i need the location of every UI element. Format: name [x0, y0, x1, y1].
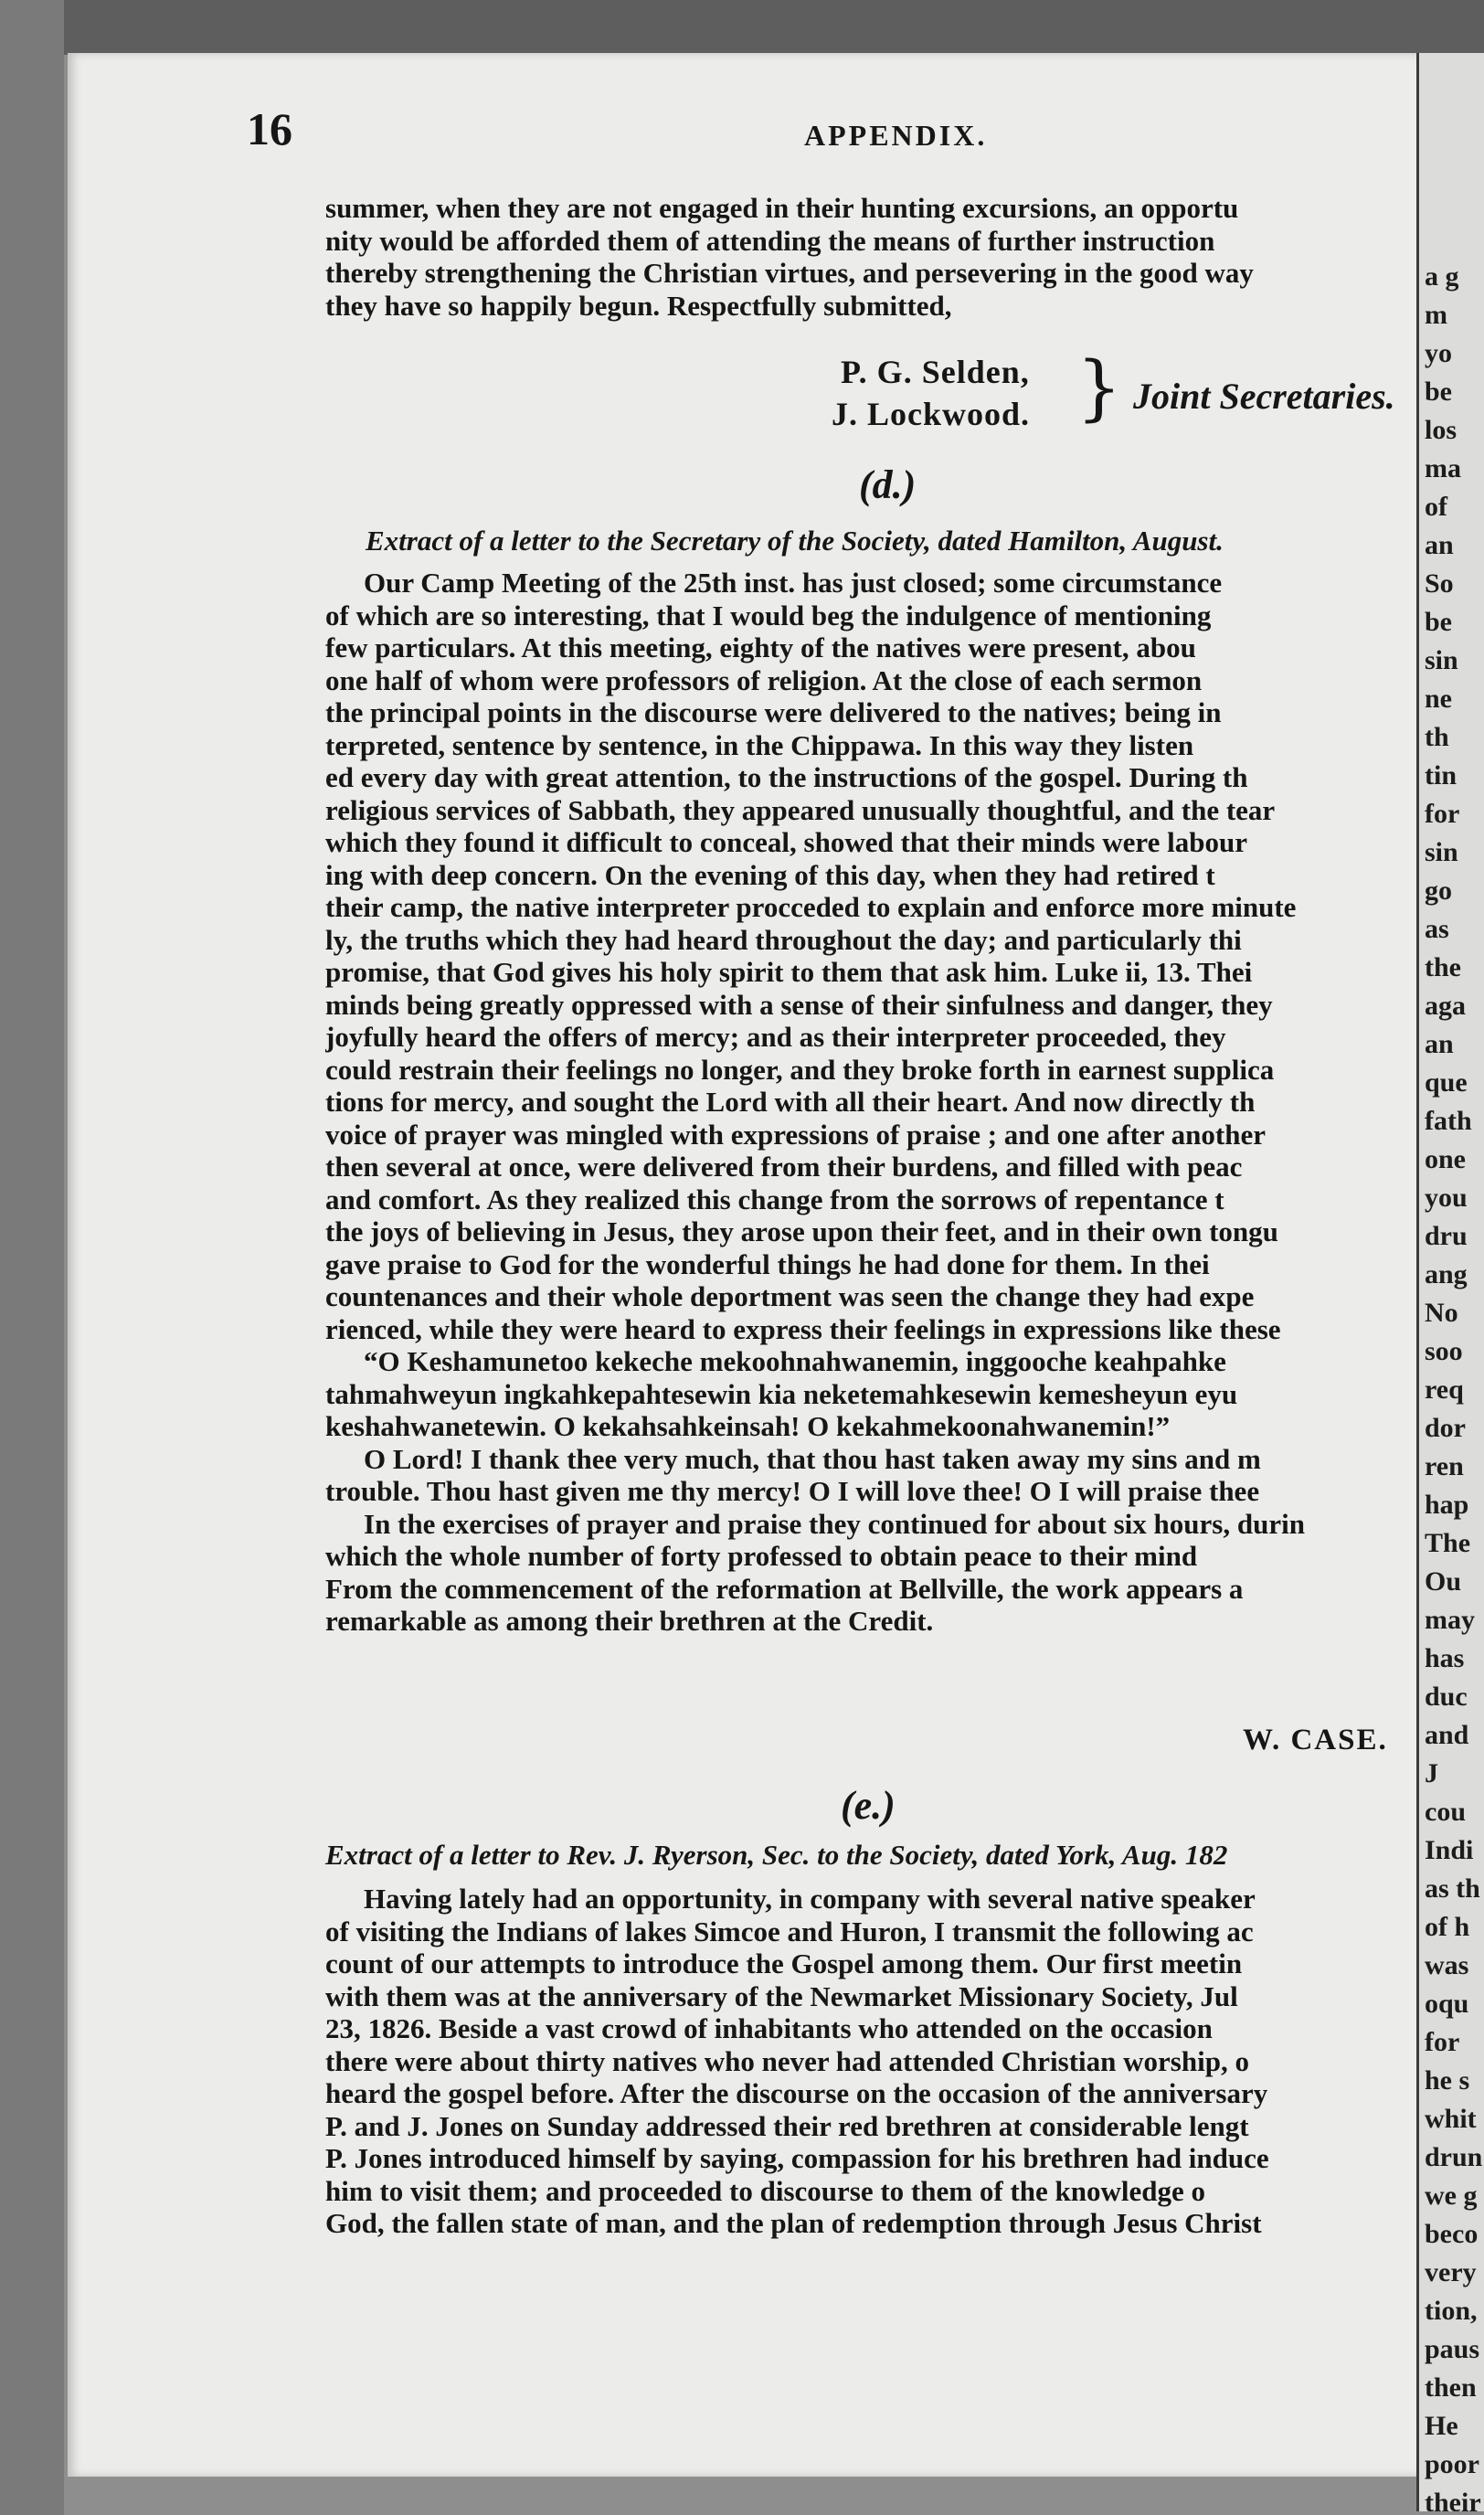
adjacent-page-fragment: very	[1425, 2257, 1477, 2287]
signature-role: Joint Secretaries.	[1133, 376, 1395, 417]
adjacent-page-fragment: was	[1425, 1950, 1469, 1980]
scan-background-top	[0, 0, 1484, 55]
adjacent-page-fragment: cou	[1425, 1797, 1466, 1827]
signature-lockwood: J. Lockwood.	[832, 396, 1031, 432]
text-line: thereby strengthening the Christian virtues, and persevering in the good way	[325, 257, 1254, 289]
adjacent-page-fragment: He	[1425, 2411, 1458, 2441]
scan-background-left	[0, 0, 64, 2515]
adjacent-page-fragment: an	[1425, 1029, 1454, 1059]
adjacent-page-fragment: que	[1425, 1067, 1468, 1098]
adjacent-page-fragment: tin	[1425, 760, 1458, 791]
adjacent-page-fragment: paus	[1425, 2334, 1480, 2364]
adjacent-page-fragment: sin	[1425, 645, 1458, 675]
adjacent-page-fragment: tion,	[1425, 2296, 1478, 2326]
text-line: count of our attempts to introduce the Gospel among them. Our first meetin	[325, 1947, 1243, 1979]
adjacent-page-fragment: you	[1425, 1183, 1468, 1213]
text-line: Our Camp Meeting of the 25th inst. has just closed; some circumstance	[364, 567, 1223, 599]
adjacent-page-fragment: The	[1425, 1528, 1471, 1558]
adjacent-page-fragment: So	[1425, 568, 1454, 599]
quote-line: “O Keshamunetoo kekeche mekoohnahwanemin, inggooche keahpahke	[364, 1345, 1226, 1377]
adjacent-page-fragment: as	[1425, 914, 1449, 944]
adjacent-page-fragment: ren	[1425, 1451, 1464, 1481]
adjacent-page-fragment: the	[1425, 952, 1461, 982]
text-line: 23, 1826. Beside a vast crowd of inhabitants who attended on the occasion	[325, 2012, 1213, 2044]
text-line: which the whole number of forty professed to obtain peace to their mind	[325, 1540, 1198, 1572]
adjacent-page-fragment: poor	[1425, 2449, 1479, 2479]
adjacent-page-fragment: go	[1425, 875, 1452, 906]
text-line: heard the gospel before. After the discourse on the occasion of the anniversary	[325, 2077, 1268, 2109]
adjacent-page-fragment: for	[1425, 2027, 1460, 2057]
adjacent-page-fragment: ne	[1425, 684, 1452, 714]
intro-paragraph	[325, 192, 1413, 322]
signoff-case: W. CASE.	[1243, 1724, 1388, 1756]
text-line: their camp, the native interpreter procceded to explain and enforce more minute	[325, 891, 1297, 923]
adjacent-page-fragment: duc	[1425, 1682, 1468, 1712]
adjacent-page-fragment: los	[1425, 415, 1458, 445]
section-d-body	[325, 567, 1413, 1638]
adjacent-page-fragment: be	[1425, 377, 1452, 407]
adjacent-page-fragment: ma	[1425, 453, 1461, 483]
text-line: then several at once, were delivered from their burdens, and filled with peac	[325, 1151, 1243, 1183]
text-line: the joys of believing in Jesus, they arose upon their feet, and in their own tongu	[325, 1215, 1278, 1247]
extract-title-d: Extract of a letter to the Secretary of the Society, dated Hamilton, August.	[366, 525, 1224, 557]
adjacent-page-fragment: dru	[1425, 1221, 1468, 1251]
text-line: few particulars. At this meeting, eighty of the natives were present, abou	[325, 631, 1196, 663]
text-line: him to visit them; and proceeded to discourse to them of the knowledge o	[325, 2174, 1205, 2207]
running-head: APPENDIX.	[804, 119, 988, 152]
adjacent-page-fragment: drun	[1425, 2142, 1483, 2172]
text-line: nity would be afforded them of attending the means of further instruction	[325, 224, 1215, 257]
adjacent-page-fragment: their	[1425, 2488, 1481, 2511]
adjacent-page-fragment: a g	[1425, 261, 1459, 292]
text-line: of visiting the Indians of lakes Simcoe and Huron, I transmit the following ac	[325, 1915, 1254, 1947]
adjacent-page-fragment: hap	[1425, 1490, 1469, 1520]
adjacent-page-fragment: for	[1425, 799, 1460, 829]
page-number: 16	[247, 103, 292, 154]
adjacent-page-fragment: Ou	[1425, 1566, 1462, 1597]
section-mark-d: (d.)	[859, 462, 917, 507]
text-line: From the commencement of the reformation at Bellville, the work appears a	[325, 1572, 1244, 1605]
adjacent-page-fragment: ang	[1425, 1259, 1468, 1289]
text-line: P. and J. Jones on Sunday addressed their red brethren at considerable lengt	[325, 2109, 1249, 2142]
adjacent-page-fragment: soo	[1425, 1336, 1463, 1366]
text-line: and comfort. As they realized this change from the sorrows of repentance t	[325, 1183, 1224, 1215]
text-line: God, the fallen state of man, and the plan of redemption through Jesus Christ	[325, 2207, 1262, 2239]
section-e-body	[325, 1883, 1413, 2240]
adjacent-page-edge	[1416, 53, 1484, 2511]
adjacent-page-fragment: th	[1425, 722, 1449, 752]
quote-line: keshahwanetewin. O kekahsahkeinsah! O kekahmekoonahwanemin!”	[325, 1410, 1171, 1442]
text-line: the principal points in the discourse were delivered to the natives; being in	[325, 696, 1222, 728]
adjacent-page-fragment: and	[1425, 1720, 1469, 1750]
text-line: summer, when they are not engaged in their hunting excursions, an opportu	[325, 192, 1239, 224]
text-line: rienced, while they were heard to express their feelings in expressions like these	[325, 1312, 1281, 1345]
text-line: countenances and their whole deportment was seen the change they had expe	[325, 1280, 1255, 1312]
adjacent-page-fragment: has	[1425, 1643, 1465, 1673]
text-line: religious services of Sabbath, they appeared unusually thoughtful, and the tear	[325, 793, 1276, 826]
page-header	[247, 102, 1407, 157]
text-line: remarkable as among their brethren at the Credit.	[325, 1605, 934, 1637]
text-line: ed every day with great attention, to the instructions of the gospel. During th	[325, 761, 1248, 793]
adjacent-page-fragment: fath	[1425, 1106, 1472, 1136]
adjacent-page-fragment: Indi	[1425, 1835, 1474, 1865]
text-line: voice of prayer was mingled with expressions of praise ; and one after another	[325, 1118, 1266, 1151]
signature-selden: P. G. Selden,	[841, 354, 1030, 390]
adjacent-page-fragment: oqu	[1425, 1989, 1469, 2019]
translation-line: O Lord! I thank thee very much, that thou hast taken away my sins and m	[364, 1442, 1261, 1475]
brace-glyph: }	[1076, 347, 1122, 430]
adjacent-page-fragment: we g	[1425, 2181, 1478, 2211]
translation-line: trouble. Thou hast given me thy mercy! O I will love thee! O I will praise thee	[325, 1475, 1260, 1507]
section-mark-e: (e.)	[841, 1783, 896, 1828]
text-line: minds being greatly oppressed with a sense of their sinfulness and danger, they	[325, 988, 1273, 1021]
text-line: could restrain their feelings no longer, and they broke forth in earnest supplica	[325, 1053, 1275, 1086]
adjacent-page-fragment: then	[1425, 2372, 1477, 2403]
text-line: promise, that God gives his holy spirit to them that ask him. Luke ii, 13. Thei	[325, 956, 1253, 988]
text-line: they have so happily begun. Respectfully submitted,	[325, 289, 952, 322]
adjacent-page-fragment: an	[1425, 530, 1454, 560]
adjacent-page-fragment: m	[1425, 300, 1447, 330]
adjacent-page-fragment: of	[1425, 492, 1447, 522]
adjacent-page-fragment: aga	[1425, 991, 1466, 1021]
text-line: joyfully heard the offers of mercy; and as their interpreter proceeded, they	[325, 1021, 1226, 1053]
adjacent-page-fragment: may	[1425, 1605, 1475, 1635]
text-line: P. Jones introduced himself by saying, compassion for his brethren had induce	[325, 2142, 1269, 2174]
text-line: tions for mercy, and sought the Lord with all their heart. And now directly th	[325, 1086, 1256, 1118]
adjacent-page-fragment: of h	[1425, 1912, 1470, 1942]
text-line: gave praise to God for the wonderful things he had done for them. In thei	[325, 1247, 1210, 1280]
text-line: there were about thirty natives who never had attended Christian worship, o	[325, 2044, 1249, 2077]
adjacent-page-fragment: beco	[1425, 2219, 1479, 2249]
adjacent-page-fragment: yo	[1425, 338, 1452, 368]
text-line: which they found it difficult to conceal, showed that their minds were labour	[325, 826, 1247, 858]
quote-line: tahmahweyun ingkahkepahtesewin kia neketemahkesewin kemesheyun eyu	[325, 1377, 1238, 1410]
adjacent-page-fragment: dor	[1425, 1413, 1466, 1443]
adjacent-page-fragment: as th	[1425, 1873, 1480, 1904]
text-line: Having lately had an opportunity, in company with several native speaker	[364, 1883, 1256, 1915]
text-line: ly, the truths which they had heard throughout the day; and particularly thi	[325, 923, 1242, 956]
adjacent-page-fragment: whit	[1425, 2104, 1477, 2134]
text-line: with them was at the anniversary of the Newmarket Missionary Society, Jul	[325, 1979, 1238, 2012]
extract-title-e: Extract of a letter to Rev. J. Ryerson, Sec. to the Society, dated York, Aug. 182	[325, 1839, 1228, 1871]
adjacent-page-fragment: one	[1425, 1144, 1466, 1174]
text-line: of which are so interesting, that I would beg the indulgence of mentioning	[325, 599, 1212, 631]
text-line: one half of whom were professors of religion. At the close of each sermon	[325, 663, 1203, 696]
adjacent-page-fragment: J	[1425, 1758, 1438, 1788]
text-line: In the exercises of prayer and praise they continued for about six hours, durin	[364, 1507, 1305, 1540]
adjacent-page-fragment: No	[1425, 1298, 1458, 1328]
adjacent-page-fragment: he s	[1425, 2065, 1470, 2096]
text-line: terpreted, sentence by sentence, in the Chippawa. In this way they listen	[325, 728, 1194, 761]
text-line: ing with deep concern. On the evening of this day, when they had retired t	[325, 858, 1215, 891]
adjacent-page-fragment: req	[1425, 1374, 1464, 1405]
adjacent-page-fragment: be	[1425, 607, 1452, 637]
adjacent-page-fragment: sin	[1425, 837, 1458, 867]
